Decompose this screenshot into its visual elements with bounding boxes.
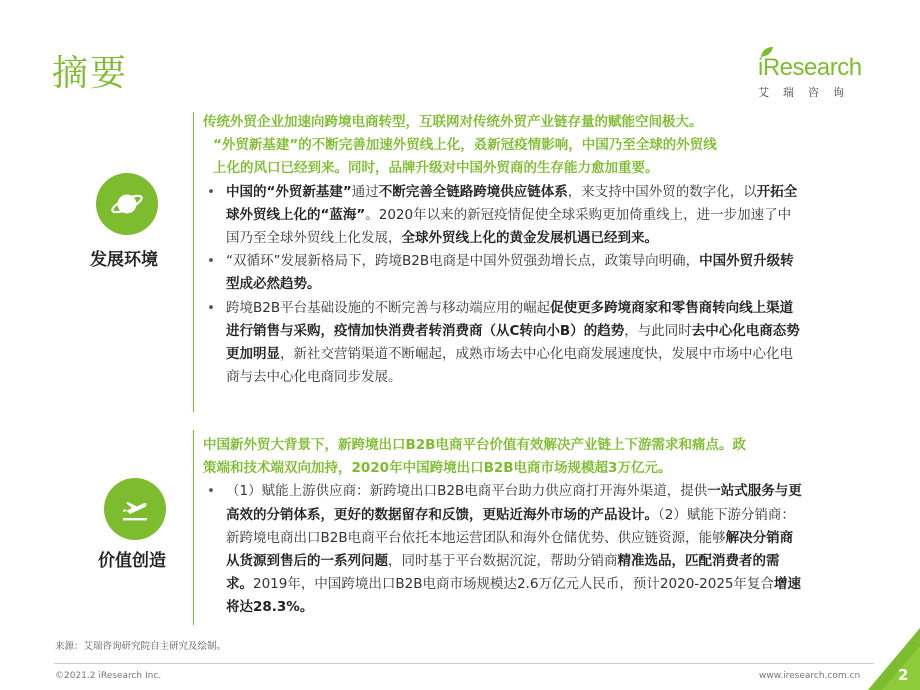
lead-line: 策端和技术端双向加持，2020年中国跨境出口B2B电商市场规模超3万亿元。	[203, 460, 672, 477]
bullet-text-run: 促使更多跨境商家和零售商转向线上渠道进行销售与采购，疫情加快消费者转消费商（从C转向小B）的趋势	[226, 299, 794, 339]
logo-wordmark: iResearch	[758, 54, 862, 81]
bullet-text-run: 开拓全球外贸线上化的“蓝海”	[226, 183, 798, 223]
bullet-text-run: （1）赋能上游供应商：新跨境出口B2B电商平台助力供应商打开海外渠道，提供	[226, 483, 708, 500]
corner-decoration	[868, 628, 920, 690]
bullet-text-run: 去中心化电商态势更加明显	[226, 322, 800, 363]
section-label-development: 发展环境	[90, 250, 158, 270]
page-title: 摘要	[52, 53, 129, 94]
section2-content	[203, 434, 803, 620]
planet-icon	[96, 173, 158, 235]
bullet-text-run: ，新社交营销渠道不断崛起，成熟市场去中心化电商发展速度快，发展中市场中心化电商与去中心化电商同步发展。	[226, 346, 793, 386]
bullet-text-run: （2）赋能下游分销商：新跨境电商出口B2B电商平台依托本地运营团队和海外仓储优势、供应链资源，能够	[226, 506, 795, 546]
bullet-text-run: ，来支持中国外贸的数字化，以	[567, 183, 757, 200]
lead-line: 上化的风口已经到来。同时，品牌升级对中国外贸商的生存能力愈加重要。	[213, 160, 659, 177]
section1-content	[203, 111, 803, 389]
bullet-text-run: 不断完善全链路跨境供应链体系	[378, 183, 568, 200]
bullet-text-run: ，与此同时	[624, 322, 692, 339]
source-note: 来源：艾瑞咨询研究院自主研究及绘制。	[55, 641, 227, 652]
copyright: ©2021.2 iResearch Inc.	[55, 671, 162, 681]
bullet-text-run: “双循环”发展新格局下，跨境B2B电商是中国外贸强劲增长点，政策导向明确，	[226, 253, 700, 270]
lead-line: 传统外贸企业加速向跨境电商转型，互联网对传统外贸产业链存量的赋能空间极大。	[203, 114, 703, 130]
section1-lead	[203, 111, 803, 181]
bullet-text-run: 。2020年以来的新冠疫情促使全球采购更加倚重线上，进一步加速了中国乃至全球外贸线上化发展，	[226, 206, 792, 247]
lead-line: 中国新外贸大背景下，新跨境出口B2B电商平台价值有效解决产业链上下游需求和痛点。政	[203, 437, 746, 453]
section-label-value: 价值创造	[98, 551, 166, 571]
bullet-text-run: 通过	[351, 183, 379, 200]
bullet-text-run: ，同时基于平台数据沉淀，帮助分销商	[388, 553, 618, 570]
bullet-text-run: 中国外贸升级转型成必然趋势。	[226, 253, 794, 293]
plane-takeoff-icon	[104, 478, 166, 540]
logo-chinese: 艾瑞咨询	[758, 86, 858, 99]
section-divider-1	[193, 112, 194, 412]
bullet-item: • （1）赋能上游供应商：新跨境出口B2B电商平台助力供应商打开海外渠道，提供一站式服务与更高效的分销体系，更好的数据留存和反馈，更贴近海外市场的产品设计。（2）赋能下游分销商：新跨境电商出口B2B电商平台依托本地运营团队和海外仓储优势、供应链资源，能够解决分销商从货源到售后的一系列问题，同时基于平台数据沉淀，帮助分销商精准选品，匹配消费者的需求。2019年，中国跨境出口B2B电商市场规模达2.6万亿元人民币，预计2020-2025年复合增速将达28.3%。	[207, 483, 802, 616]
bullet-text-run: 一站式服务与更高效的分销体系，更好的数据留存和反馈，更贴近海外市场的产品设计。	[226, 483, 802, 523]
bullet-text-run: 解决分销商从货源到售后的一系列问题	[226, 529, 794, 570]
page-number: 2	[898, 666, 909, 684]
website-link[interactable]: www.iresearch.com.cn	[759, 671, 861, 681]
iresearch-logo	[758, 46, 878, 108]
section-divider-2	[193, 430, 194, 625]
lead-line: “外贸新基建”的不断完善加速外贸线上化，叒新冠疫情影响，中国乃至全球的外贸线	[213, 137, 717, 154]
bullet-item: • 中国的“外贸新基建”通过不断完善全链路跨境供应链体系，来支持中国外贸的数字化，以开拓全球外贸线上化的“蓝海”。2020年以来的新冠疫情促使全球采购更加倚重线上，进一步加速了中国乃至全球外贸线上化发展，全球外贸线上化的黄金发展机遇已经到来。	[207, 183, 798, 247]
bullet-item: • “双循环”发展新格局下，跨境B2B电商是中国外贸强劲增长点，政策导向明确，中国外贸升级转型成必然趋势。	[207, 253, 794, 293]
section1-bullets	[203, 181, 803, 390]
section2-lead	[203, 434, 803, 480]
bullet-text-run: 中国的“外贸新基建”	[226, 183, 352, 200]
bullet-text-run: 跨境B2B平台基础设施的不断完善与移动端应用的崛起	[226, 299, 551, 316]
bullet-item: • 跨境B2B平台基础设施的不断完善与移动端应用的崛起促使更多跨境商家和零售商转向线上渠道进行销售与采购，疫情加快消费者转消费商（从C转向小B）的趋势，与此同时去中心化电商态势更加明显，新社交营销渠道不断崛起，成熟市场去中心化电商发展速度快，发展中市场中心化电商与去中心化电商同步发展。	[207, 299, 800, 386]
bullet-text-run: 2019年，中国跨境出口B2B电商市场规模达2.6万亿元人民币，预计2020-2025年复合	[253, 576, 775, 593]
bullet-text-run: 精准选品，匹配消费者的需求。	[226, 553, 780, 593]
footer-divider	[54, 663, 874, 664]
bullet-text-run: 增速将达28.3%。	[226, 576, 802, 616]
section2-bullets	[203, 480, 803, 619]
bullet-text-run: 全球外贸线上化的黄金发展机遇已经到来。	[401, 230, 658, 247]
